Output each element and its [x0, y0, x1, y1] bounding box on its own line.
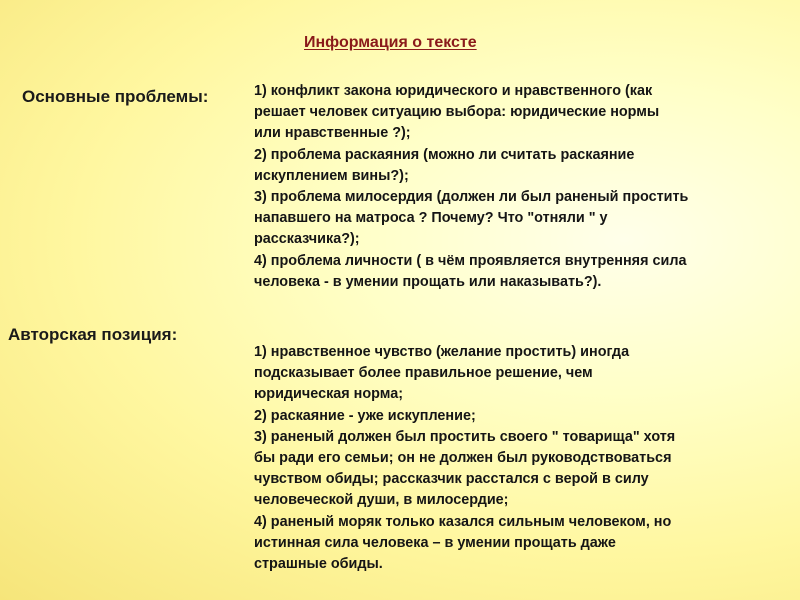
slide-title: Информация о тексте [304, 34, 477, 51]
text-line: искуплением вины?); [254, 167, 409, 184]
text-line: юридическая норма; [254, 386, 404, 403]
text-line: подсказывает более правильное решение, чем [254, 365, 593, 382]
text-line: истинная сила человека – в умении прощать даже [254, 534, 616, 551]
text-line: 3) раненый должен был простить своего " товарища" хотя [254, 428, 676, 445]
text-line: 2) проблема раскаяния (можно ли считать раскаяние [254, 146, 635, 163]
text-line: 3) проблема милосердия (должен ли был раненый простить [254, 189, 689, 206]
text-line: человека - в умении прощать или наказывать?). [254, 273, 602, 290]
main-problems-text [254, 81, 799, 293]
text-line: чувством обиды; рассказчик расстался с верой в силу [254, 471, 649, 488]
text-line: напавшего на матроса ? Почему? Что "отняли " у [254, 210, 608, 227]
text-line: человеческой души, в милосердие; [254, 492, 509, 509]
author-position-label: Авторская позиция: [8, 325, 178, 344]
text-line: бы ради его семьи; он не должен был руководствоваться [254, 450, 672, 467]
text-line: 4) раненый моряк только казался сильным человеком, но [254, 513, 672, 530]
text-line: решает человек ситуацию выбора: юридические нормы [254, 104, 660, 121]
main-problems-label: Основные проблемы: [22, 87, 209, 106]
text-line: рассказчика?); [254, 231, 360, 248]
text-line: 4) проблема личности ( в чём проявляется внутренняя сила [254, 252, 687, 269]
text-line: 2) раскаяние - уже искупление; [254, 407, 476, 424]
text-line: 1) нравственное чувство (желание простить) иногда [254, 344, 630, 360]
text-line: страшные обиды. [254, 556, 383, 573]
text-line: или нравственные ?); [254, 125, 411, 142]
text-line: 1) конфликт закона юридического и нравственного (как [254, 83, 653, 99]
author-position-text [254, 342, 799, 575]
